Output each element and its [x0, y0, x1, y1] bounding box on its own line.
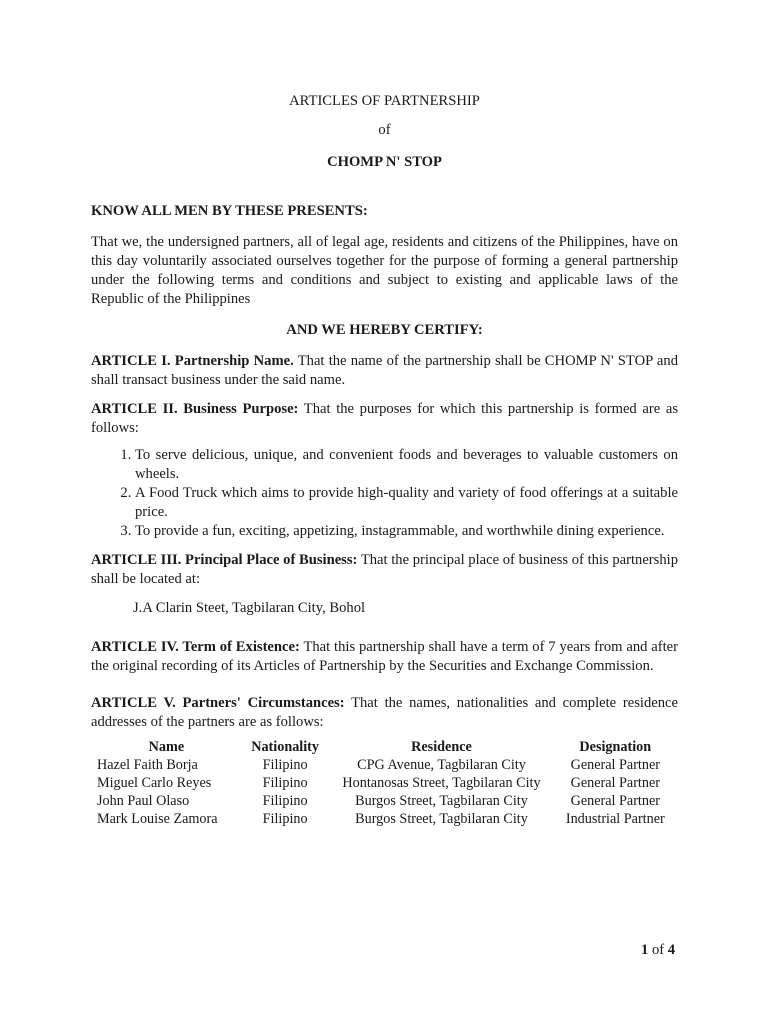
- partner-designation: General Partner: [570, 775, 660, 791]
- partner-residence: Hontanosas Street, Tagbilaran City: [342, 775, 541, 791]
- title-of: of: [378, 122, 391, 138]
- company-name: CHOMP N' STOP: [327, 154, 442, 170]
- article-2-heading: ARTICLE II. Business Purpose:: [91, 401, 299, 417]
- partner-residence: CPG Avenue, Tagbilaran City: [357, 757, 526, 773]
- intro-paragraph: That we, the undersigned partners, all of legal age, residents and citizens of the Philippines, have on this day voluntarily associated ourselves together for the purpose of forming a general partnership under the following terms and conditions and subject to existing and applicable laws of the Republic of the Philippines: [91, 234, 678, 307]
- partner-designation: Industrial Partner: [565, 811, 665, 827]
- purpose-item: 1. To serve delicious, unique, and convenient foods and beverages to valuable customers on wheels.: [135, 446, 678, 484]
- article-2-text: That the purposes for which this partnership is formed are as follows:: [91, 401, 678, 436]
- document-title: ARTICLES OF PARTNERSHIP: [289, 93, 480, 109]
- partner-name: Hazel Faith Borja: [97, 757, 198, 773]
- page-of-label: of: [651, 942, 665, 958]
- total-pages: 4: [667, 942, 676, 958]
- partner-name: Miguel Carlo Reyes: [97, 775, 212, 791]
- article-1-text: That the name of the partnership shall be CHOMP N' STOP and shall transact business under the said name.: [91, 353, 678, 388]
- document-body: [91, 92, 678, 828]
- salutation: KNOW ALL MEN BY THESE PRESENTS:: [91, 203, 368, 219]
- table-row: [93, 792, 678, 810]
- partner-nationality: Filipino: [262, 775, 308, 791]
- partner-nationality: Filipino: [262, 793, 308, 809]
- partner-residence: Burgos Street, Tagbilaran City: [355, 811, 528, 827]
- article-5-text: That the names, nationalities and complete residence addresses of the partners are as follows:: [91, 695, 678, 730]
- partner-residence: Burgos Street, Tagbilaran City: [355, 793, 528, 809]
- article-3-text: That the principal place of business of this partnership shall be located at:: [91, 552, 678, 587]
- partner-nationality: Filipino: [262, 811, 308, 827]
- partners-table: [93, 738, 678, 828]
- article-4-heading: ARTICLE IV. Term of Existence:: [91, 639, 300, 655]
- partner-designation: General Partner: [570, 757, 660, 773]
- certify-heading: AND WE HEREBY CERTIFY:: [286, 322, 483, 338]
- article-1-heading: ARTICLE I. Partnership Name.: [91, 353, 294, 369]
- current-page: 1: [641, 942, 649, 958]
- table-row: [93, 756, 678, 774]
- partner-designation: General Partner: [570, 793, 660, 809]
- page-number: [641, 942, 675, 959]
- purpose-list: [91, 446, 678, 541]
- column-header-nationality: Nationality: [251, 739, 320, 755]
- article-5: [91, 694, 678, 732]
- article-5-heading: ARTICLE V. Partners' Circumstances:: [91, 695, 345, 711]
- partner-name: John Paul Olaso: [97, 793, 190, 809]
- partner-name: Mark Louise Zamora: [97, 811, 218, 827]
- article-3: [91, 551, 678, 589]
- article-4-text: That this partnership shall have a term of 7 years from and after the original recording of its Articles of Partnership by the Securities and Exchange Commission.: [91, 639, 679, 674]
- column-header-residence: Residence: [411, 739, 472, 755]
- purpose-item: 2. A Food Truck which aims to provide high-quality and variety of food offerings at a suitable price.: [135, 484, 678, 522]
- table-header-row: [93, 738, 678, 756]
- business-address: J.A Clarin Steet, Tagbilaran City, Bohol: [133, 600, 366, 616]
- purpose-item: 3. To provide a fun, exciting, appetizing, instagrammable, and worthwhile dining experience.: [135, 522, 678, 541]
- article-3-heading: ARTICLE III. Principal Place of Business:: [91, 552, 358, 568]
- column-header-name: Name: [148, 739, 185, 755]
- table-row: [93, 810, 678, 828]
- column-header-designation: Designation: [579, 739, 652, 755]
- table-row: [93, 774, 678, 792]
- article-2: [91, 400, 678, 438]
- article-1: [91, 352, 678, 390]
- partner-nationality: Filipino: [262, 757, 308, 773]
- article-4: [91, 638, 678, 676]
